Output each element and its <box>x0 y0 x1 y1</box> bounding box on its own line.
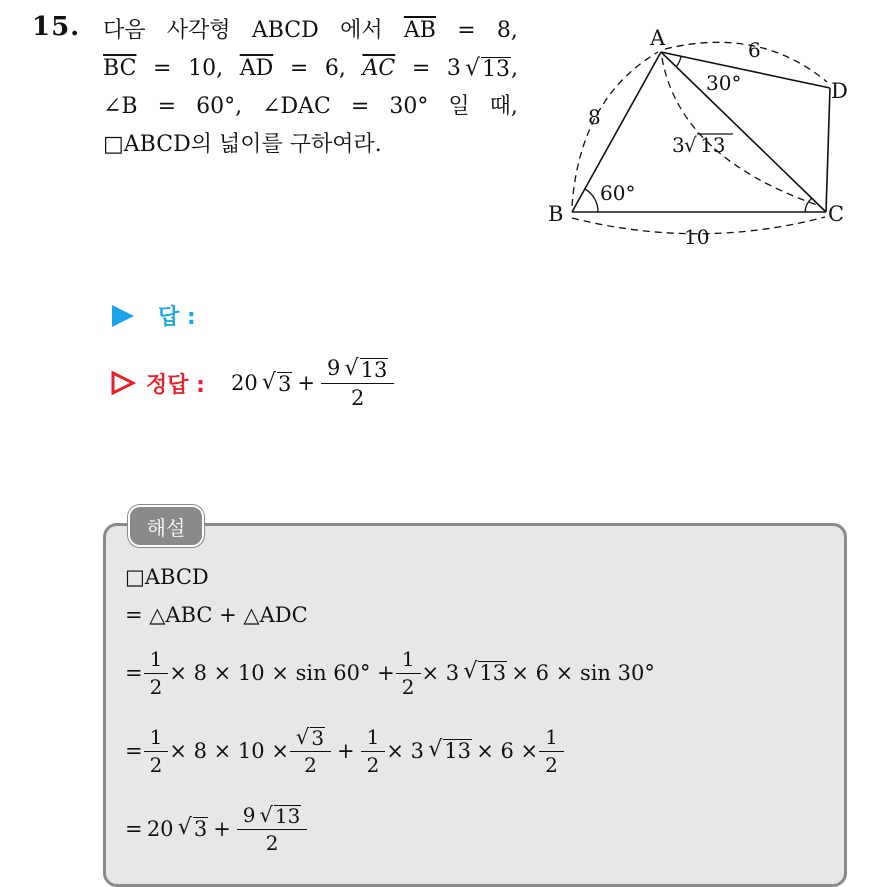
segment-bc: $\overline{BC}$ <box>103 56 137 81</box>
solution-line-4 <box>125 712 655 790</box>
sqrt: √ 13 <box>428 737 472 764</box>
equals: = <box>350 94 370 119</box>
segment-ac: $\overline{AC}$ <box>362 56 396 81</box>
vertex-c: C <box>828 202 845 226</box>
vertex-d: D <box>831 79 848 103</box>
sqrt: √ 13 <box>344 356 388 382</box>
value: 10, <box>188 56 224 81</box>
word: 일 <box>448 94 470 119</box>
radicand: 13 <box>274 803 301 828</box>
expression: × 8 × 10 × sin 60° + <box>169 661 395 685</box>
edge-cd <box>826 88 830 212</box>
word: 사각형 <box>166 18 231 43</box>
answer-key-label: 정답 : <box>146 372 205 398</box>
denominator: 2 <box>396 673 421 699</box>
label-angle-b: 60° <box>600 181 636 205</box>
problem-line-1 <box>103 12 518 50</box>
label-angle-dac: 30° <box>706 71 742 95</box>
expression: × 6 × sin 30° <box>511 661 655 685</box>
sqrt: √ 3 <box>177 815 208 842</box>
fraction <box>542 726 561 777</box>
radicand: 13 <box>444 739 472 764</box>
coef: 9 <box>242 802 256 827</box>
fraction <box>147 726 166 777</box>
fraction <box>293 726 328 777</box>
denominator: 2 <box>321 383 394 410</box>
problem-number: 15. <box>32 12 81 42</box>
radicand: 3 <box>193 817 208 842</box>
numerator <box>240 804 305 829</box>
answer-label: 답 : <box>158 305 196 330</box>
play-triangle-icon <box>110 303 136 329</box>
solution-line-1: □ABCD <box>125 565 209 589</box>
fraction <box>147 648 166 699</box>
sqrt: √ 13 <box>463 659 507 686</box>
radicand: 3 <box>311 725 325 750</box>
problem-line-4 <box>103 126 518 164</box>
answer-blank-row <box>110 300 196 331</box>
segment-ad: $\overline{AD}$ <box>239 56 274 81</box>
comma: , <box>511 56 518 81</box>
equals: = <box>411 56 431 81</box>
numerator: 1 <box>401 646 415 671</box>
vertex-a: A <box>650 26 666 50</box>
angle-dac: ∠DAC <box>262 94 331 119</box>
equals: = <box>125 817 143 841</box>
value: 8, <box>496 18 518 43</box>
numerator <box>293 726 328 751</box>
outline-triangle-icon <box>110 370 136 396</box>
denominator: 2 <box>539 751 564 777</box>
vertex-b: B <box>548 202 564 226</box>
radicand: 13 <box>360 358 388 382</box>
fraction <box>240 804 305 855</box>
expression: × 3 <box>421 661 460 685</box>
value: 6, <box>324 56 346 81</box>
label-ac-sqrt: √ <box>684 133 697 157</box>
solution-tab: 해설 <box>128 505 204 547</box>
numerator <box>324 356 391 383</box>
answer-key-value <box>231 356 395 410</box>
label-ad: 6 <box>748 38 761 62</box>
segment-ab: $\overline{AB}$ <box>403 18 436 43</box>
angle-mark-b <box>585 189 598 212</box>
fraction <box>364 726 383 777</box>
problem-statement <box>103 12 518 164</box>
denominator: 2 <box>361 751 386 777</box>
fraction <box>399 648 418 699</box>
expression: × 6 × <box>476 739 539 763</box>
sqrt: √ 3 <box>261 369 292 396</box>
question-text: □ABCD의 넓이를 구하여라. <box>103 132 382 157</box>
solution-line-5 <box>125 790 655 868</box>
solution-line-3 <box>125 634 655 712</box>
word: 에서 <box>340 18 383 43</box>
angle-b: ∠B <box>103 94 138 119</box>
word: 때, <box>489 94 518 119</box>
problem-line-3 <box>103 88 518 126</box>
solution-lines <box>125 558 655 868</box>
value: 60°, <box>196 94 243 119</box>
radicand: 13 <box>479 661 507 686</box>
plus: + <box>337 739 355 763</box>
answer-key-row <box>110 356 395 410</box>
numerator: 1 <box>545 724 558 749</box>
label-bc: 10 <box>684 225 710 249</box>
problem-line-2 <box>103 50 518 88</box>
equals: = <box>125 661 143 685</box>
coef: 20 <box>146 817 174 841</box>
plus: + <box>213 817 231 841</box>
angle-mark-a <box>676 56 681 67</box>
angle-mark-c <box>805 198 812 212</box>
numerator: 1 <box>149 646 163 671</box>
sqrt: √ 3 <box>295 724 325 750</box>
radicand: 13 <box>482 57 510 82</box>
ac-value <box>447 50 518 88</box>
label-ac-radicand: 13 <box>700 133 726 157</box>
numerator: 1 <box>366 724 380 749</box>
label-ac-coef: 3 <box>672 133 685 157</box>
equals: = <box>125 739 143 763</box>
coef: 9 <box>326 356 341 380</box>
edge-ac <box>661 52 826 212</box>
coef: 3 <box>446 56 461 81</box>
quadrilateral-diagram <box>540 18 870 258</box>
equals: = <box>157 94 177 119</box>
plus: + <box>297 371 315 396</box>
label-ab: 8 <box>588 105 601 129</box>
equals: = <box>457 18 476 43</box>
coef: 20 <box>230 371 258 396</box>
sqrt: √ 13 <box>259 802 301 828</box>
denominator: 2 <box>144 751 169 777</box>
word: ABCD <box>251 18 319 43</box>
solution-line-2: = △ABC + △ADC <box>125 603 308 627</box>
word: 다음 <box>103 18 146 43</box>
expression: × 3 <box>386 739 425 763</box>
numerator: 1 <box>149 724 163 749</box>
denominator: 2 <box>290 751 331 777</box>
equals: = <box>153 56 172 81</box>
value: 30° <box>389 94 429 119</box>
denominator: 2 <box>237 829 308 855</box>
denominator: 2 <box>144 673 169 699</box>
arc-ad <box>665 42 827 82</box>
expression: × 8 × 10 × <box>169 739 289 763</box>
edge-ad <box>661 52 830 88</box>
fraction <box>324 356 391 410</box>
radicand: 3 <box>277 371 292 396</box>
sqrt: √ 13 <box>465 55 510 82</box>
equals: = <box>289 56 309 81</box>
